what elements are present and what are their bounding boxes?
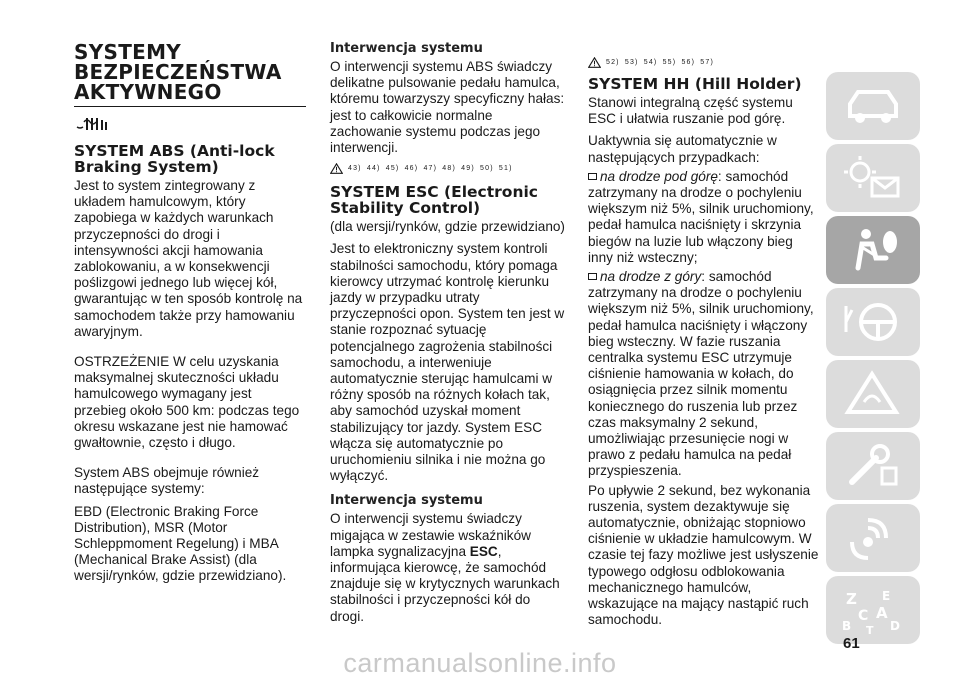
abs-intervention-paragraph: O interwencji systemu ABS świadczy delikatne pulsowanie pedału hamulca, któremu towarzyszy specyficzny hałas: jest to całkowicie normalne zachowanie systemu podczas jego interwencji. bbox=[330, 59, 565, 156]
column-left bbox=[74, 42, 306, 585]
svg-text:E: E bbox=[882, 589, 891, 603]
page-number: 61 bbox=[843, 635, 860, 652]
tab-multimedia[interactable] bbox=[826, 504, 920, 572]
emergency-triangle-icon bbox=[838, 368, 908, 420]
title-divider bbox=[74, 106, 306, 107]
tab-emergency[interactable] bbox=[826, 360, 920, 428]
svg-text:D: D bbox=[890, 619, 900, 633]
steering-wheel-icon bbox=[838, 296, 908, 348]
esc-availability-note: (dla wersji/rynków, gdzie przewidziano) bbox=[330, 219, 565, 235]
infotainment-icon bbox=[838, 512, 908, 564]
hh-bullet-uphill: na drodze pod górę: samochód zatrzymany na drodze o pochyleniu większym niż 5%, silnik uruchomiony, pedał hamulca naciśnięty i skrzynia biegów na luzie lub włączony bieg inny niż wsteczny; bbox=[588, 168, 814, 265]
abs-systems-intro: System ABS obejmuje również następujące systemy: bbox=[74, 465, 260, 497]
column-middle bbox=[330, 42, 565, 625]
hh-activation-intro: Uaktywnia się automatycznie w następujących przypadkach: bbox=[588, 133, 777, 165]
tab-safety[interactable] bbox=[826, 216, 920, 284]
chapter-tabs bbox=[826, 58, 920, 634]
hh-deactivation-paragraph: Po upływie 2 sekund, bez wykonania ruszenia, system dezaktywuje się automatycznie, obniżając stopniowo ciśnienie w układzie hamulcowym. W czasie tej fazy możliwe jest usłyszenie typowego odgłosu odblokowania mechanicznego hamulców, wskazujące na mający nastąpić ruch samochodu. bbox=[588, 482, 819, 628]
warning-reference-numbers: 52) 53) 54) 55) 56) 57) bbox=[606, 58, 715, 66]
column-right bbox=[588, 56, 820, 629]
tab-starting-driving[interactable] bbox=[826, 288, 920, 356]
esc-intervention-subheading: Interwencja systemu bbox=[330, 493, 483, 509]
svg-text:T: T bbox=[866, 624, 874, 636]
svg-text:B: B bbox=[842, 619, 852, 633]
esc-heading: SYSTEM ESC (Electronic Stability Control) bbox=[330, 183, 538, 218]
svg-text:A: A bbox=[876, 604, 888, 622]
bullet-square-icon bbox=[588, 173, 597, 180]
bullet-square-icon bbox=[588, 273, 597, 280]
hh-bullet-downhill: na drodze z góry: samochód zatrzymany na drodze o pochyleniu większym niż 5%, silnik uruchomiony, pedał hamulca naciśnięty i włączony bieg wsteczny. W fazie ruszania centralka systemu ESC utrzymuje ciśnienie hamowania w kołach, do osiągnięcia przez silnik momentu koniecznego do ruszenia lub przez czas maksymalny 2 sekund, umożliwiając przesunięcie nogi w prawo z pedału hamulca na pedał przyspieszenia. bbox=[588, 269, 814, 479]
esc-paragraph: Jest to elektroniczny system kontroli stabilności samochodu, który pomaga kierowcy utrzymać kontrolę kierunku jazdy w przypadku utraty przyczepności opon. System ten jest w stanie rozpoznać sytuację potencjalnego zagrożenia stabilności samochodu, a interweniuje automatycznie sterując hamulcami w różny sposób na różnych kołach tak, aby samochód uzyskał moment stabilizujący tor jazdy. System ESC włącza się automatycznie po uruchomieniu silnika i nie można go wyłączyć. bbox=[330, 241, 565, 484]
esc-lamp-label: ESC bbox=[469, 543, 498, 559]
warning-references bbox=[330, 162, 565, 174]
svg-text:C: C bbox=[858, 608, 869, 624]
service-wrench-icon bbox=[838, 440, 908, 492]
hh-heading: SYSTEM HH (Hill Holder) bbox=[588, 75, 802, 93]
abs-heading: SYSTEM ABS (Anti-lock Braking System) bbox=[74, 142, 275, 176]
index-az-icon bbox=[838, 584, 908, 636]
tab-index[interactable] bbox=[826, 576, 920, 644]
abs-intervention-subheading: Interwencja systemu bbox=[330, 41, 483, 56]
abs-systems-list: EBD (Electronic Braking Force Distribution), MSR (Motor Schleppmoment Regelung) i MBA (Mechanical Brake Assist) (dla wersji/rynków, gdzie przewidziano). bbox=[74, 503, 287, 584]
hh-paragraph: Stanowi integralną część systemu ESC i ułatwia ruszanie pod górę. bbox=[588, 95, 793, 127]
svg-text:Z: Z bbox=[846, 590, 857, 608]
tab-service[interactable] bbox=[826, 432, 920, 500]
title-line-3: AKTYWNEGO bbox=[74, 80, 222, 104]
warning-triangle-icon bbox=[330, 163, 343, 174]
esc-intervention-paragraph: O interwencji systemu świadczy migająca w zestawie wskaźników lampka sygnalizacyjna ESC, informująca kierowcę, że samochód znajduje się w krytycznych warunkach stabilności i przyczepności kół do drogi. bbox=[330, 511, 560, 624]
tab-car[interactable] bbox=[826, 72, 920, 140]
section-title bbox=[74, 42, 306, 102]
safety-airbag-icon bbox=[838, 224, 908, 276]
tab-warning-lights[interactable] bbox=[826, 144, 920, 212]
warning-references bbox=[588, 56, 820, 68]
warning-triangle-icon bbox=[588, 57, 601, 68]
warning-lights-icon bbox=[838, 152, 908, 204]
abs-paragraph: Jest to system zintegrowany z układem hamulcowym, który zapobiega w każdych warunkach przyczepności do drogi i intensywności akcji hamowania zablokowaniu, a w konsekwencji poślizgowi jednego lub więcej kół, gwarantując w ten sposób kontrolę na samochodem także przy hamowaniu awaryjnym. bbox=[74, 178, 303, 339]
title-line-2: BEZPIECZEŃSTWA bbox=[74, 60, 282, 84]
abs-logo-icon bbox=[74, 115, 306, 133]
title-line-1: SYSTEMY bbox=[74, 40, 182, 64]
car-icon bbox=[838, 80, 908, 132]
warning-reference-numbers: 43) 44) 45) 46) 47) 48) 49) 50) 51) bbox=[348, 164, 513, 172]
abs-warning-paragraph: OSTRZEŻENIE W celu uzyskania maksymalnej skuteczności układu hamulcowego wymagany jest przebieg około 500 km: podczas tego okresu wskazane jest nie hamować gwałtownie, często i długo. bbox=[74, 354, 300, 451]
watermark: carmanualsonline.info bbox=[343, 648, 617, 678]
